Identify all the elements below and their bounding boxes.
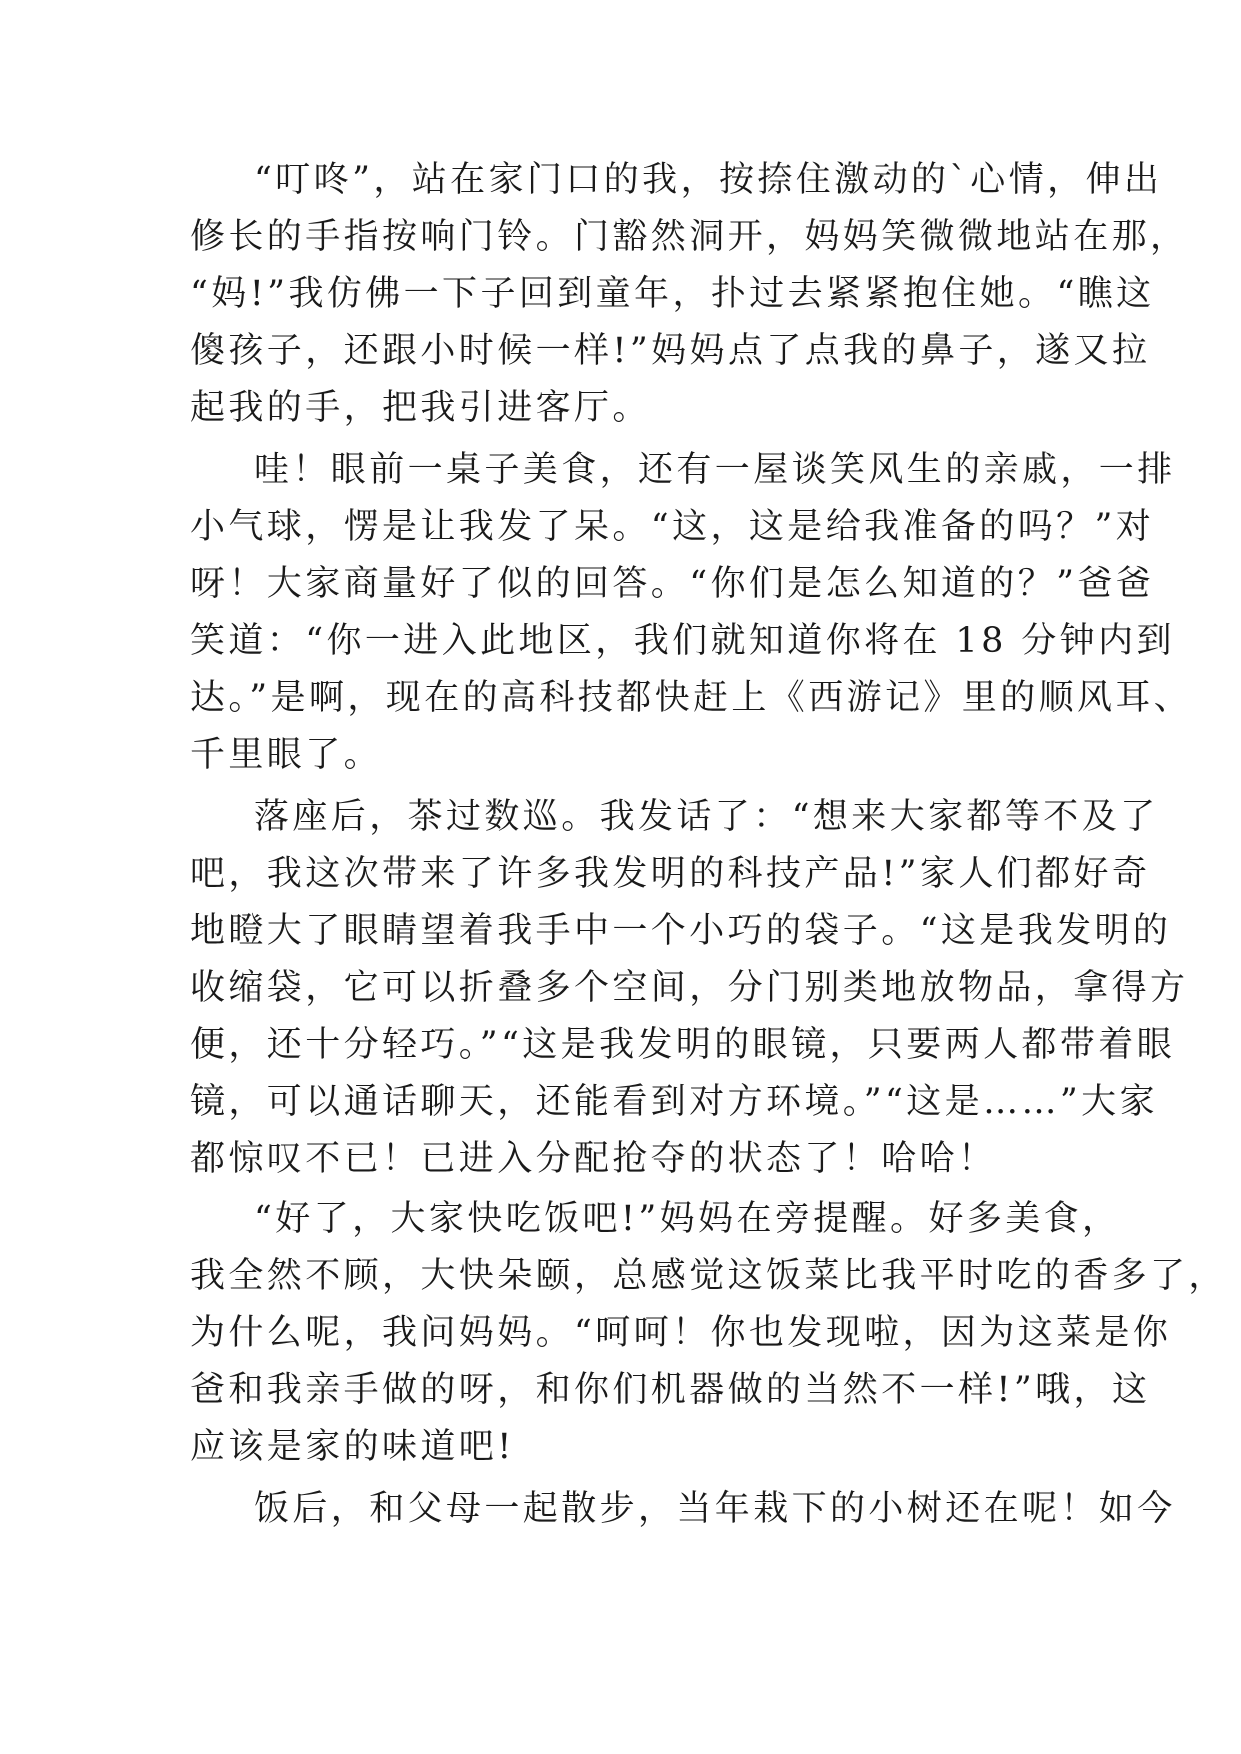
text-line-18: 都惊叹不已！已进入分配抢夺的状态了！哈哈！ [190,1139,997,1179]
text-line-9: 笑道：“你一进入此地区，我们就知道你将在 18 分钟内到 [190,621,1175,661]
text-line-19: “好了，大家快吃饭吧!”妈妈在旁提醒。好多美食， [254,1199,1121,1239]
text-line-6: 哇！眼前一桌子美食，还有一屋谈笑风生的亲戚，一排 [254,450,1176,490]
text-line-22: 爸和我亲手做的呀，和你们机器做的当然不一样!”哦，这 [190,1370,1151,1410]
text-line-10: 达。”是啊，现在的高科技都快赶上《西游记》里的顺风耳、 [190,678,1193,718]
text-line-24: 饭后，和父母一起散步，当年栽下的小树还在呢！如今 [254,1489,1176,1529]
text-line-21: 为什么呢，我问妈妈。“呵呵！你也发现啦，因为这菜是你 [190,1313,1172,1353]
text-line-13: 吧，我这次带来了许多我发明的科技产品!”家人们都好奇 [190,854,1151,894]
text-line-12: 落座后，茶过数巡。我发话了：“想来大家都等不及了 [254,797,1159,837]
text-line-5: 起我的手，把我引进客厅。 [190,388,651,428]
text-line-16: 便，还十分轻巧。”“这是我发明的眼镜，只要两人都带着眼 [190,1025,1176,1065]
text-line-23: 应该是家的味道吧! [190,1427,515,1467]
text-line-7: 小气球，愣是让我发了呆。“这，这是给我准备的吗？”对 [190,507,1155,547]
text-line-3: “妈!”我仿佛一下子回到童年，扑过去紧紧抱住她。“瞧这 [190,274,1155,314]
text-line-15: 收缩袋，它可以折叠多个空间，分门别类地放物品，拿得方 [190,968,1189,1008]
text-line-2: 修长的手指按响门铃。门豁然洞开，妈妈笑微微地站在那， [190,217,1189,257]
text-line-11: 千里眼了。 [190,735,383,775]
text-line-8: 呀！大家商量好了似的回答。“你们是怎么知道的？”爸爸 [190,564,1155,604]
text-line-20: 我全然不顾，大快朵颐，总感觉这饭菜比我平时吃的香多了， [190,1256,1227,1296]
text-line-4: 傻孩子，还跟小时候一样!”妈妈点了点我的鼻子，遂又拉 [190,331,1151,371]
text-line-1: “叮咚”，站在家门口的我，按捺住激动的`心情，伸出 [254,160,1163,200]
text-line-17: 镜，可以通话聊天，还能看到对方环境。”“这是……”大家 [190,1082,1158,1122]
text-line-14: 地瞪大了眼睛望着我手中一个小巧的袋子。“这是我发明的 [190,911,1172,951]
